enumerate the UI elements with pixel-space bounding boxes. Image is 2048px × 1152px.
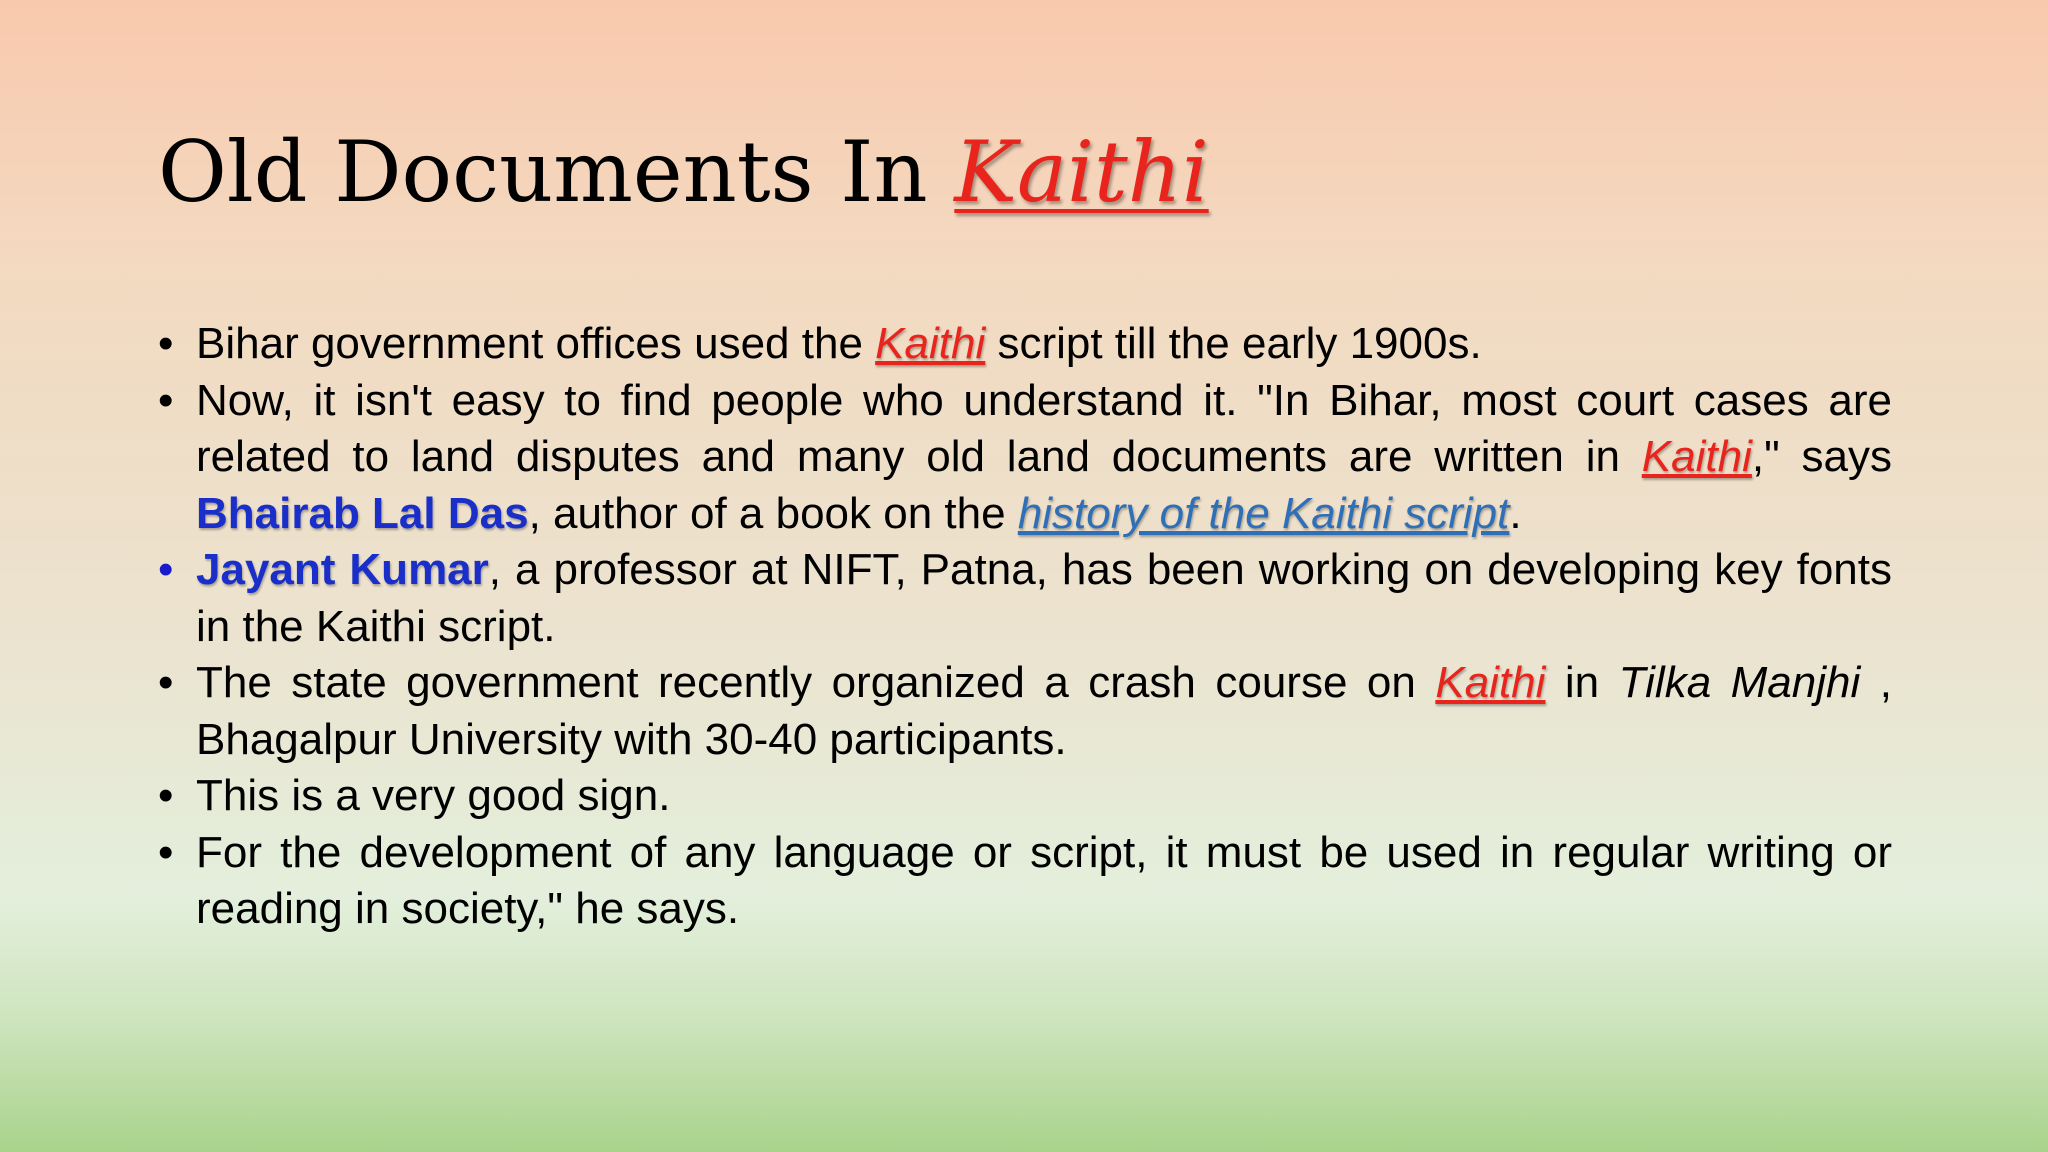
bullet-item-3 xyxy=(158,542,1892,655)
bullet-4-text-b: in xyxy=(1545,658,1619,707)
bullet-3-text-a: , a professor at NIFT, Patna, has been working on developing key fonts in the Kaithi script. xyxy=(196,545,1892,651)
bullet-dot: • xyxy=(158,375,174,425)
bullet-dot: • xyxy=(158,827,174,877)
bullet-1-text-a: Bihar government offices used the xyxy=(196,319,876,368)
bullet-dot: • xyxy=(158,545,174,594)
person-name-jayant: Jayant Kumar xyxy=(196,545,489,594)
kaithi-link[interactable]: Kaithi xyxy=(1435,658,1546,707)
bullet-2-text-a: Now, it isn't easy to find people who understand it. "In Bihar, most court cases are related to land disputes and many old land documents are written in xyxy=(196,375,1892,481)
title-kaithi-highlight: Kaithi xyxy=(954,123,1209,221)
slide-title xyxy=(158,112,1209,232)
bullet-list xyxy=(158,316,1892,938)
bullet-2-text-c: , author of a book on the xyxy=(528,488,1018,538)
bullet-dot: • xyxy=(158,319,174,368)
bullet-item-6 xyxy=(158,825,1892,938)
bullet-item-1 xyxy=(158,316,1892,373)
bullet-item-5 xyxy=(158,768,1892,825)
kaithi-link[interactable]: Kaithi xyxy=(875,319,986,368)
history-of-kaithi-link[interactable]: history of the Kaithi script xyxy=(1017,488,1510,538)
bullet-4-text-c: , Bhagalpur University with 30-40 participants. xyxy=(196,658,1892,764)
bullet-6-text-a: For the development of any language or script, it must be used in regular writing or reading in society," he says. xyxy=(196,827,1892,933)
person-name-bhairab: Bhairab Lal Das xyxy=(196,488,529,538)
bullet-dot: • xyxy=(158,771,174,820)
tilka-manjhi-text: Tilka Manjhi xyxy=(1618,658,1861,707)
title-prefix: Old Documents In xyxy=(158,123,955,221)
bullet-item-4 xyxy=(158,655,1892,768)
bullet-1-text-b: script till the early 1900s. xyxy=(985,319,1482,368)
bullet-item-2 xyxy=(158,373,1892,543)
kaithi-link[interactable]: Kaithi xyxy=(1641,432,1752,481)
bullet-4-text-a: The state government recently organized a crash course on xyxy=(196,658,1436,707)
bullet-5-text-a: This is a very good sign. xyxy=(196,771,671,820)
bullet-2-text-b: ," says xyxy=(1751,432,1892,481)
bullet-dot: • xyxy=(158,658,174,707)
bullet-2-text-d: . xyxy=(1509,488,1522,538)
